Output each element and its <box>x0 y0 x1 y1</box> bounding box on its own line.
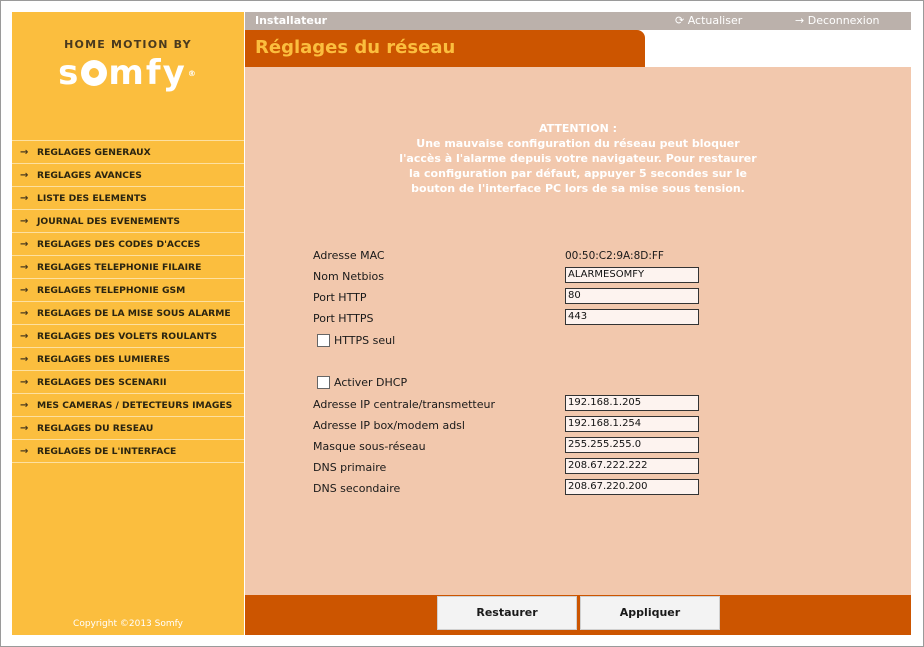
main-content <box>245 67 911 595</box>
refresh-link[interactable]: ⟳ Actualiser <box>675 14 743 27</box>
http-port-field[interactable]: 80 <box>565 288 699 304</box>
sidebar-item-reglages-avances[interactable]: → REGLAGES AVANCES <box>12 164 244 187</box>
user-role: Installateur <box>255 14 328 27</box>
arrow-right-icon: → <box>20 261 29 273</box>
sidebar-item-interface[interactable]: → REGLAGES DE L'INTERFACE <box>12 440 244 463</box>
dns1-label: DNS primaire <box>313 461 387 474</box>
netbios-field[interactable]: ALARMESOMFY <box>565 267 699 283</box>
dns2-label: DNS secondaire <box>313 482 401 495</box>
sidebar-item-telephonie-gsm[interactable]: → REGLAGES TELEPHONIE GSM <box>12 279 244 302</box>
sidebar-item-reglages-generaux[interactable]: → REGLAGES GENERAUX <box>12 141 244 164</box>
sidebar-menu <box>12 140 244 463</box>
title-bar <box>245 30 911 69</box>
gateway-field[interactable]: 192.168.1.254 <box>565 416 699 432</box>
arrow-right-icon: → <box>20 399 29 411</box>
logo-o-icon <box>81 60 107 86</box>
title-tab <box>245 30 645 67</box>
sidebar-item-mise-sous-alarme[interactable]: → REGLAGES DE LA MISE SOUS ALARME <box>12 302 244 325</box>
attention-text: Une mauvaise configuration du réseau peut bloquer l'accès à l'alarme depuis votre navigateur. Pour restaurer la configuration par défaut, appuyer 5 secondes sur le bouton de l'interface PC lors de sa mise sous tension. <box>399 137 757 195</box>
arrow-right-icon: → <box>20 422 29 434</box>
arrow-right-icon: → <box>20 307 29 319</box>
sidebar-item-scenarii[interactable]: → REGLAGES DES SCENARII <box>12 371 244 394</box>
https-port-field[interactable]: 443 <box>565 309 699 325</box>
sidebar-item-reseau[interactable]: → REGLAGES DU RESEAU <box>12 417 244 440</box>
ip-label: Adresse IP centrale/transmetteur <box>313 398 496 411</box>
sidebar-item-codes-acces[interactable]: → REGLAGES DES CODES D'ACCES <box>12 233 244 256</box>
https-port-label: Port HTTPS <box>313 312 374 325</box>
checkbox-unchecked-icon <box>317 376 330 389</box>
http-port-label: Port HTTP <box>313 291 367 304</box>
dhcp-checkbox[interactable]: Activer DHCP <box>317 376 407 389</box>
attention-heading: ATTENTION : <box>538 122 618 135</box>
logout-link[interactable]: → Deconnexion <box>795 14 880 27</box>
sidebar-item-journal-evenements[interactable]: → JOURNAL DES EVENEMENTS <box>12 210 244 233</box>
arrow-right-icon: → <box>20 215 29 227</box>
checkbox-unchecked-icon <box>317 334 330 347</box>
restore-button[interactable]: Restaurer <box>437 596 577 630</box>
top-bar <box>245 12 911 30</box>
arrow-right-icon: → <box>20 238 29 250</box>
sidebar-item-lumieres[interactable]: → REGLAGES DES LUMIERES <box>12 348 244 371</box>
somfy-logo <box>12 38 244 93</box>
sidebar-item-liste-elements[interactable]: → LISTE DES ELEMENTS <box>12 187 244 210</box>
arrow-right-icon: → <box>20 353 29 365</box>
mask-label: Masque sous-réseau <box>313 440 426 453</box>
https-only-checkbox[interactable]: HTTPS seul <box>317 334 395 347</box>
arrow-right-icon: → <box>20 445 29 457</box>
refresh-icon: ⟳ <box>675 14 688 27</box>
mac-value: 00:50:C2:9A:8D:FF <box>565 250 664 262</box>
arrow-right-icon: → <box>20 284 29 296</box>
arrow-right-icon: → <box>20 146 29 158</box>
mask-field[interactable]: 255.255.255.0 <box>565 437 699 453</box>
action-bar <box>245 595 911 635</box>
logo-wordmark: s mfy ® <box>58 53 198 93</box>
copyright: Copyright ©2013 Somfy <box>73 619 183 629</box>
arrow-right-icon: → <box>20 169 29 181</box>
mac-label: Adresse MAC <box>313 249 385 262</box>
sidebar-item-telephonie-filaire[interactable]: → REGLAGES TELEPHONIE FILAIRE <box>12 256 244 279</box>
ip-field[interactable]: 192.168.1.205 <box>565 395 699 411</box>
arrow-right-icon: → <box>20 192 29 204</box>
sidebar <box>12 12 244 635</box>
gateway-label: Adresse IP box/modem adsl <box>313 419 465 432</box>
arrow-right-icon: → <box>795 14 808 27</box>
logo-tagline: HOME MOTION BY <box>64 38 192 51</box>
sidebar-item-volets-roulants[interactable]: → REGLAGES DES VOLETS ROULANTS <box>12 325 244 348</box>
arrow-right-icon: → <box>20 330 29 342</box>
arrow-right-icon: → <box>20 376 29 388</box>
dns1-field[interactable]: 208.67.222.222 <box>565 458 699 474</box>
netbios-label: Nom Netbios <box>313 270 384 283</box>
apply-button[interactable]: Appliquer <box>580 596 720 630</box>
sidebar-item-cameras[interactable]: → MES CAMERAS / DETECTEURS IMAGES <box>12 394 244 417</box>
attention-notice <box>395 121 761 196</box>
dns2-field[interactable]: 208.67.220.200 <box>565 479 699 495</box>
page-title: Réglages du réseau <box>255 37 456 58</box>
